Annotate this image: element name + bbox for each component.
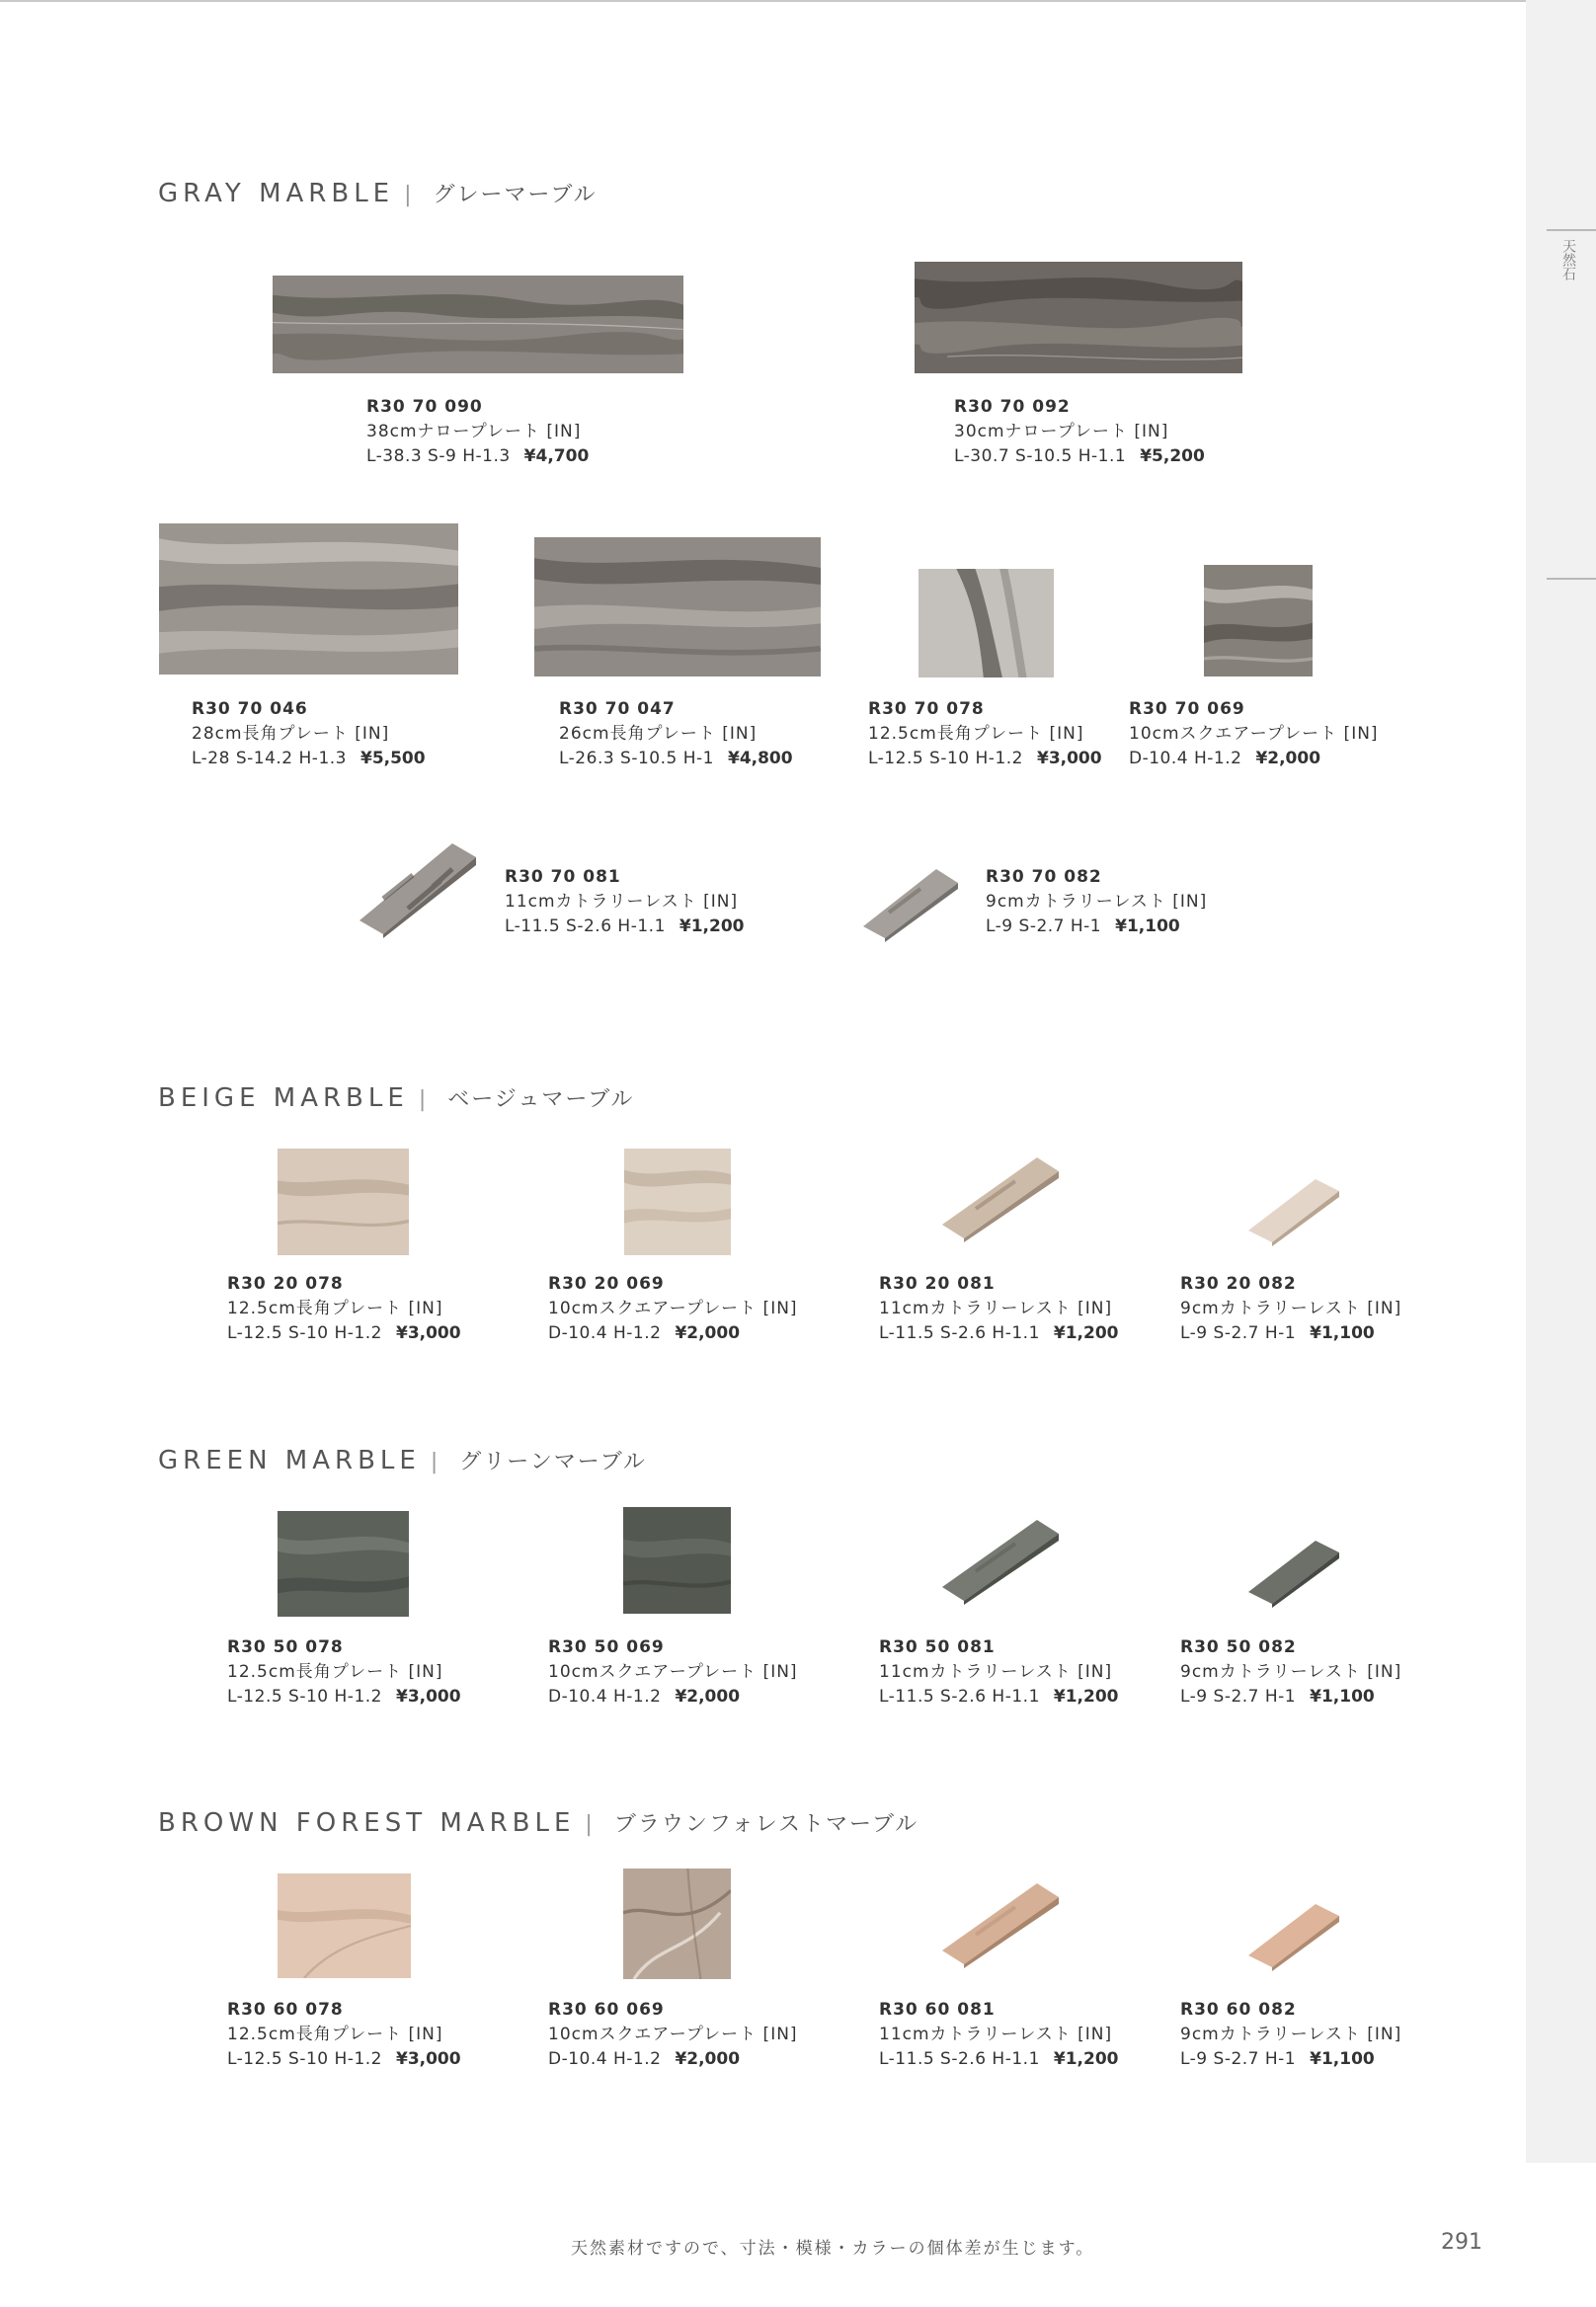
title-separator: | xyxy=(430,1450,439,1474)
product-caption-beige-1 xyxy=(227,1272,461,1346)
product-caption-gray-2 xyxy=(954,395,1205,469)
product-price: ¥1,100 xyxy=(1310,1323,1375,1343)
section-title-jp: ブラウンフォレストマーブル xyxy=(613,1812,919,1837)
product-code: R30 20 069 xyxy=(548,1274,665,1294)
product-code: R30 20 081 xyxy=(879,1274,996,1294)
page-number: 291 xyxy=(1441,2230,1482,2255)
product-code: R30 60 078 xyxy=(227,2000,344,2020)
product-image-brown-rest-11 xyxy=(936,1879,1065,1968)
side-tab-top-line xyxy=(1547,229,1596,231)
title-separator: | xyxy=(418,1087,427,1112)
product-name: 9cmカトラリーレスト [IN] xyxy=(1180,1299,1402,1318)
product-code: R30 50 078 xyxy=(227,1637,344,1657)
product-spec: L-11.5 S-2.6 H-1.1 xyxy=(879,1687,1040,1707)
product-name: 10cmスクエアープレート [IN] xyxy=(548,1299,798,1318)
product-image-brown-square-10 xyxy=(623,1869,731,1979)
product-code: R30 60 081 xyxy=(879,2000,996,2020)
product-spec: L-28 S-14.2 H-1.3 xyxy=(192,749,347,768)
product-spec: D-10.4 H-1.2 xyxy=(548,1687,662,1707)
product-name: 12.5cm長角プレート [IN] xyxy=(227,1662,443,1682)
title-separator: | xyxy=(404,183,412,207)
product-caption-brown-4 xyxy=(1180,1998,1401,2072)
section-title-en: GRAY MARBLE xyxy=(158,179,395,208)
product-price: ¥1,200 xyxy=(1053,2049,1119,2069)
product-code: R30 70 082 xyxy=(986,867,1102,887)
product-caption-gray-4 xyxy=(559,697,793,771)
product-price: ¥2,000 xyxy=(675,1687,741,1707)
product-price: ¥2,000 xyxy=(1255,749,1321,768)
side-tab-label: 天然石 xyxy=(1560,239,1576,280)
product-spec: L-38.3 S-9 H-1.3 xyxy=(366,446,511,466)
product-spec: L-30.7 S-10.5 H-1.1 xyxy=(954,446,1127,466)
product-code: R30 50 082 xyxy=(1180,1637,1297,1657)
product-code: R30 20 078 xyxy=(227,1274,344,1294)
section-title-en: BEIGE MARBLE xyxy=(158,1083,409,1113)
product-price: ¥1,100 xyxy=(1310,2049,1375,2069)
product-image-gray-rect-28 xyxy=(159,523,458,675)
product-price: ¥3,000 xyxy=(395,1323,461,1343)
product-code: R30 70 069 xyxy=(1129,699,1245,719)
product-spec: L-12.5 S-10 H-1.2 xyxy=(227,2049,382,2069)
product-image-brown-rect-12 xyxy=(278,1873,411,1978)
product-image-beige-rect-12 xyxy=(278,1149,409,1255)
product-price: ¥1,100 xyxy=(1310,1687,1375,1707)
product-spec: L-9 S-2.7 H-1 xyxy=(1180,1323,1297,1343)
product-price: ¥3,000 xyxy=(395,1687,461,1707)
product-price: ¥3,000 xyxy=(395,2049,461,2069)
product-caption-gray-1 xyxy=(366,395,589,469)
product-code: R30 70 090 xyxy=(366,397,483,417)
product-caption-brown-3 xyxy=(879,1998,1119,2072)
product-code: R30 70 092 xyxy=(954,397,1071,417)
product-name: 11cmカトラリーレスト [IN] xyxy=(505,892,739,912)
product-name: 11cmカトラリーレスト [IN] xyxy=(879,1662,1113,1682)
product-spec: L-9 S-2.7 H-1 xyxy=(1180,1687,1297,1707)
side-tab-bottom-line xyxy=(1547,578,1596,580)
product-image-gray-rest-9 xyxy=(859,863,964,942)
product-caption-beige-4 xyxy=(1180,1272,1401,1346)
product-name: 9cmカトラリーレスト [IN] xyxy=(1180,1662,1402,1682)
side-tab-band xyxy=(1526,0,1596,2163)
product-caption-beige-2 xyxy=(548,1272,798,1346)
product-spec: L-12.5 S-10 H-1.2 xyxy=(227,1323,382,1343)
product-image-gray-rect-26 xyxy=(534,537,821,676)
product-code: R30 60 069 xyxy=(548,2000,665,2020)
product-name: 10cmスクエアープレート [IN] xyxy=(1129,724,1379,744)
product-caption-green-2 xyxy=(548,1635,798,1710)
product-image-green-rect-12 xyxy=(278,1511,409,1617)
product-image-gray-narrow-30 xyxy=(915,262,1242,373)
green-marble-heading xyxy=(158,1445,647,1475)
product-image-beige-rest-9 xyxy=(1244,1175,1343,1246)
product-caption-gray-5 xyxy=(868,697,1102,771)
product-spec: L-11.5 S-2.6 H-1.1 xyxy=(879,2049,1040,2069)
product-name: 12.5cm長角プレート [IN] xyxy=(868,724,1084,744)
product-image-green-rest-11 xyxy=(936,1516,1065,1605)
product-spec: D-10.4 H-1.2 xyxy=(548,1323,662,1343)
product-price: ¥3,000 xyxy=(1036,749,1102,768)
product-caption-brown-2 xyxy=(548,1998,798,2072)
product-image-beige-square-10 xyxy=(624,1149,731,1255)
product-spec: L-11.5 S-2.6 H-1.1 xyxy=(879,1323,1040,1343)
top-rule xyxy=(0,0,1526,2)
product-name: 9cmカトラリーレスト [IN] xyxy=(986,892,1208,912)
product-price: ¥1,200 xyxy=(1053,1687,1119,1707)
product-caption-gray-3 xyxy=(192,697,426,771)
product-image-green-rest-9 xyxy=(1244,1537,1343,1608)
product-caption-green-1 xyxy=(227,1635,461,1710)
section-title-en: BROWN FOREST MARBLE xyxy=(158,1808,576,1838)
product-caption-gray-8 xyxy=(986,865,1207,939)
beige-marble-heading xyxy=(158,1082,634,1113)
section-title-en: GREEN MARBLE xyxy=(158,1446,421,1475)
product-code: R30 50 069 xyxy=(548,1637,665,1657)
product-name: 9cmカトラリーレスト [IN] xyxy=(1180,2025,1402,2044)
product-code: R30 50 081 xyxy=(879,1637,996,1657)
product-price: ¥4,700 xyxy=(523,446,590,466)
product-name: 10cmスクエアープレート [IN] xyxy=(548,1662,798,1682)
product-price: ¥1,200 xyxy=(1053,1323,1119,1343)
product-name: 38cmナロープレート [IN] xyxy=(366,422,582,441)
product-image-green-square-10 xyxy=(623,1507,731,1614)
product-spec: L-12.5 S-10 H-1.2 xyxy=(227,1687,382,1707)
product-image-gray-narrow-38 xyxy=(273,276,683,373)
title-separator: | xyxy=(585,1812,593,1837)
section-title-jp: グリーンマーブル xyxy=(459,1450,647,1474)
product-image-beige-rest-11 xyxy=(936,1154,1065,1242)
product-image-gray-square-10 xyxy=(1204,565,1313,676)
product-code: R30 70 078 xyxy=(868,699,985,719)
brown-forest-marble-heading xyxy=(158,1807,918,1838)
product-code: R30 60 082 xyxy=(1180,2000,1297,2020)
product-name: 11cmカトラリーレスト [IN] xyxy=(879,2025,1113,2044)
product-spec: D-10.4 H-1.2 xyxy=(1129,749,1242,768)
product-caption-green-4 xyxy=(1180,1635,1401,1710)
product-code: R30 20 082 xyxy=(1180,1274,1297,1294)
product-caption-gray-6 xyxy=(1129,697,1379,771)
product-name: 12.5cm長角プレート [IN] xyxy=(227,2025,443,2044)
product-price: ¥1,200 xyxy=(678,916,745,936)
product-image-gray-rect-12 xyxy=(918,569,1054,677)
product-spec: D-10.4 H-1.2 xyxy=(548,2049,662,2069)
product-image-brown-rest-9 xyxy=(1244,1900,1343,1971)
product-price: ¥5,200 xyxy=(1140,446,1205,466)
product-name: 28cm長角プレート [IN] xyxy=(192,724,390,744)
product-name: 26cm長角プレート [IN] xyxy=(559,724,758,744)
product-name: 11cmカトラリーレスト [IN] xyxy=(879,1299,1113,1318)
product-spec: L-26.3 S-10.5 H-1 xyxy=(559,749,714,768)
product-name: 10cmスクエアープレート [IN] xyxy=(548,2025,798,2044)
product-spec: L-9 S-2.7 H-1 xyxy=(1180,2049,1297,2069)
product-spec: L-11.5 S-2.6 H-1.1 xyxy=(505,916,666,936)
product-code: R30 70 047 xyxy=(559,699,676,719)
product-code: R30 70 081 xyxy=(505,867,621,887)
product-price: ¥1,100 xyxy=(1115,916,1180,936)
product-image-gray-rest-11 xyxy=(354,839,482,938)
product-price: ¥4,800 xyxy=(727,749,793,768)
product-price: ¥2,000 xyxy=(675,1323,741,1343)
product-caption-brown-1 xyxy=(227,1998,461,2072)
section-title-jp: ベージュマーブル xyxy=(447,1087,635,1112)
product-price: ¥5,500 xyxy=(359,749,426,768)
section-title-jp: グレーマーブル xyxy=(433,183,598,207)
gray-marble-heading xyxy=(158,178,598,208)
product-code: R30 70 046 xyxy=(192,699,308,719)
product-spec: L-9 S-2.7 H-1 xyxy=(986,916,1102,936)
product-caption-gray-7 xyxy=(505,865,745,939)
product-price: ¥2,000 xyxy=(675,2049,741,2069)
product-caption-green-3 xyxy=(879,1635,1119,1710)
product-name: 12.5cm長角プレート [IN] xyxy=(227,1299,443,1318)
footer-note: 天然素材ですので、寸法・模様・カラーの個体差が生じます。 xyxy=(571,2239,1095,2259)
product-caption-beige-3 xyxy=(879,1272,1119,1346)
product-spec: L-12.5 S-10 H-1.2 xyxy=(868,749,1023,768)
product-name: 30cmナロープレート [IN] xyxy=(954,422,1169,441)
